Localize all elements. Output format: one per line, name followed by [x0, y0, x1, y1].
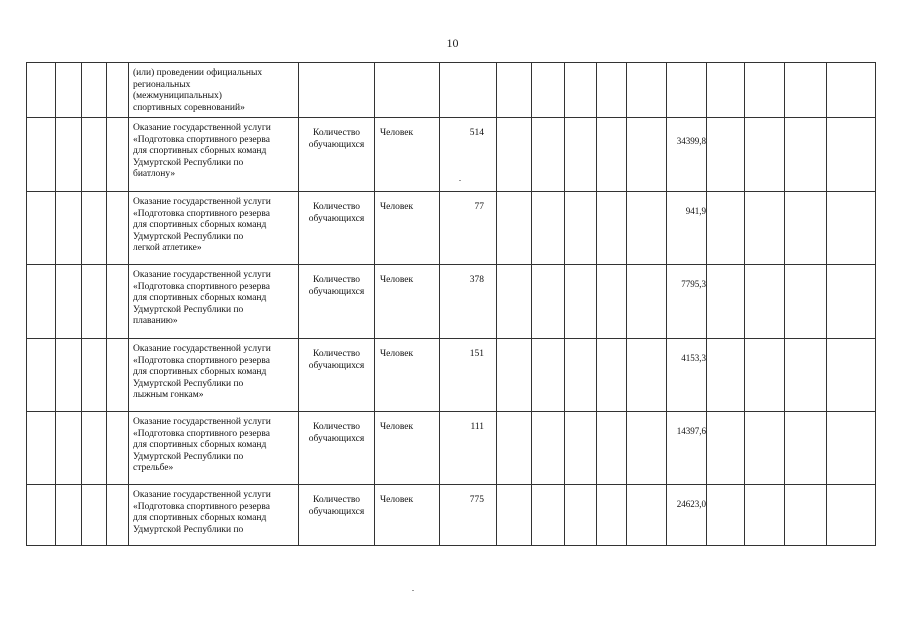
table-cell — [744, 118, 784, 192]
table-cell — [81, 63, 106, 118]
table-cell — [26, 63, 55, 118]
cost-value: 4153,3 — [666, 339, 706, 412]
table-cell — [784, 485, 826, 545]
table-cell — [496, 339, 531, 412]
table-cell — [706, 265, 744, 339]
table-cell — [596, 118, 626, 192]
table-cell — [826, 339, 876, 412]
budget-table — [26, 62, 876, 544]
quantity-value: 77 — [439, 192, 496, 265]
table-cell — [564, 192, 596, 265]
indicator-name: Количество обучающихся — [298, 118, 374, 192]
table-cell — [826, 265, 876, 339]
unit-of-measure: Человек — [374, 118, 439, 192]
table-cell — [596, 412, 626, 485]
table-cell — [106, 63, 128, 118]
cost-value: 7795,3 — [666, 265, 706, 339]
table-cell — [564, 63, 596, 118]
table-cell — [826, 63, 876, 118]
quantity-value — [439, 63, 496, 118]
table-cell — [55, 192, 81, 265]
table-cell — [496, 265, 531, 339]
table-cell — [55, 118, 81, 192]
table-cell — [106, 339, 128, 412]
service-description: Оказание государственной услуги «Подготовка спортивного резерва для спортивных сборных команд Удмуртской Республики по лыжным гонкам» — [128, 339, 298, 412]
table-cell — [706, 63, 744, 118]
table-cell — [55, 63, 81, 118]
table-row — [26, 484, 876, 546]
table-cell — [26, 118, 55, 192]
indicator-name: Количество обучающихся — [298, 412, 374, 485]
table-cell — [81, 265, 106, 339]
cost-value: 34399,8 — [666, 118, 706, 192]
table-cell — [26, 485, 55, 545]
table-cell — [744, 265, 784, 339]
unit-of-measure: Человек — [374, 485, 439, 545]
table-row — [26, 62, 876, 118]
table-cell — [564, 485, 596, 545]
table-cell — [596, 192, 626, 265]
table-cell — [744, 192, 784, 265]
table-cell — [706, 412, 744, 485]
cost-value — [666, 63, 706, 118]
table-cell — [744, 63, 784, 118]
table-cell — [81, 485, 106, 545]
service-description: Оказание государственной услуги «Подготовка спортивного резерва для спортивных сборных команд Удмуртской Республики по — [128, 485, 298, 545]
table-cell — [81, 192, 106, 265]
table-cell — [26, 265, 55, 339]
table-cell — [784, 339, 826, 412]
table-cell — [596, 265, 626, 339]
table-cell — [106, 192, 128, 265]
service-description: Оказание государственной услуги «Подготовка спортивного резерва для спортивных сборных команд Удмуртской Республики по биатлону» — [128, 118, 298, 192]
table-cell — [531, 63, 564, 118]
scan-speck — [412, 590, 414, 591]
table-cell — [564, 118, 596, 192]
table-cell — [564, 412, 596, 485]
table-cell — [55, 412, 81, 485]
service-description: Оказание государственной услуги «Подготовка спортивного резерва для спортивных сборных команд Удмуртской Республики по плаванию» — [128, 265, 298, 339]
table-cell — [626, 485, 666, 545]
table-cell — [826, 192, 876, 265]
table-cell — [596, 485, 626, 545]
table-cell — [784, 265, 826, 339]
table-row — [26, 191, 876, 265]
unit-of-measure: Человек — [374, 339, 439, 412]
table-cell — [826, 412, 876, 485]
table-cell — [626, 339, 666, 412]
table-cell — [106, 118, 128, 192]
table-cell — [626, 192, 666, 265]
table-row — [26, 264, 876, 339]
table-cell — [626, 265, 666, 339]
indicator-name — [298, 63, 374, 118]
table-cell — [55, 339, 81, 412]
cost-value: 14397,6 — [666, 412, 706, 485]
table-cell — [531, 339, 564, 412]
table-cell — [784, 412, 826, 485]
table-cell — [744, 339, 784, 412]
table-cell — [26, 339, 55, 412]
table-cell — [531, 485, 564, 545]
service-description: (или) проведении официальных региональных (межмуниципальных) спортивных соревнований» — [128, 63, 298, 118]
table-row — [26, 338, 876, 412]
table-cell — [706, 339, 744, 412]
table-cell — [55, 265, 81, 339]
table-row — [26, 117, 876, 192]
table-cell — [81, 412, 106, 485]
service-description: Оказание государственной услуги «Подготовка спортивного резерва для спортивных сборных команд Удмуртской Республики по легкой атлетике» — [128, 192, 298, 265]
service-description: Оказание государственной услуги «Подготовка спортивного резерва для спортивных сборных команд Удмуртской Республики по стрельбе» — [128, 412, 298, 485]
cost-value: 24623,0 — [666, 485, 706, 545]
table-cell — [564, 265, 596, 339]
indicator-name: Количество обучающихся — [298, 192, 374, 265]
table-cell — [496, 412, 531, 485]
quantity-value: 514 — [439, 118, 496, 192]
table-cell — [496, 63, 531, 118]
quantity-value: 151 — [439, 339, 496, 412]
table-cell — [81, 118, 106, 192]
table-cell — [26, 412, 55, 485]
table-cell — [826, 118, 876, 192]
scan-speck — [459, 180, 461, 181]
table-cell — [564, 339, 596, 412]
indicator-name: Количество обучающихся — [298, 485, 374, 545]
table-cell — [706, 485, 744, 545]
table-cell — [626, 63, 666, 118]
table-cell — [531, 192, 564, 265]
table-cell — [106, 412, 128, 485]
table-cell — [596, 63, 626, 118]
quantity-value: 111 — [439, 412, 496, 485]
table-cell — [784, 192, 826, 265]
table-cell — [106, 265, 128, 339]
table-cell — [826, 485, 876, 545]
table-cell — [106, 485, 128, 545]
table-cell — [496, 192, 531, 265]
table-cell — [626, 412, 666, 485]
table-cell — [744, 412, 784, 485]
table-cell — [626, 118, 666, 192]
table-cell — [596, 339, 626, 412]
table-cell — [784, 63, 826, 118]
page-number: 10 — [446, 36, 459, 50]
indicator-name: Количество обучающихся — [298, 339, 374, 412]
indicator-name: Количество обучающихся — [298, 265, 374, 339]
table-cell — [744, 485, 784, 545]
quantity-value: 775 — [439, 485, 496, 545]
table-cell — [784, 118, 826, 192]
table-cell — [496, 118, 531, 192]
table-cell — [706, 118, 744, 192]
table-cell — [55, 485, 81, 545]
unit-of-measure: Человек — [374, 265, 439, 339]
table-row — [26, 411, 876, 485]
table-cell — [81, 339, 106, 412]
table-cell — [706, 192, 744, 265]
quantity-value: 378 — [439, 265, 496, 339]
unit-of-measure: Человек — [374, 192, 439, 265]
table-cell — [531, 412, 564, 485]
cost-value: 941,9 — [666, 192, 706, 265]
table-cell — [496, 485, 531, 545]
table-cell — [531, 265, 564, 339]
unit-of-measure: Человек — [374, 412, 439, 485]
table-cell — [531, 118, 564, 192]
table-cell — [26, 192, 55, 265]
unit-of-measure — [374, 63, 439, 118]
